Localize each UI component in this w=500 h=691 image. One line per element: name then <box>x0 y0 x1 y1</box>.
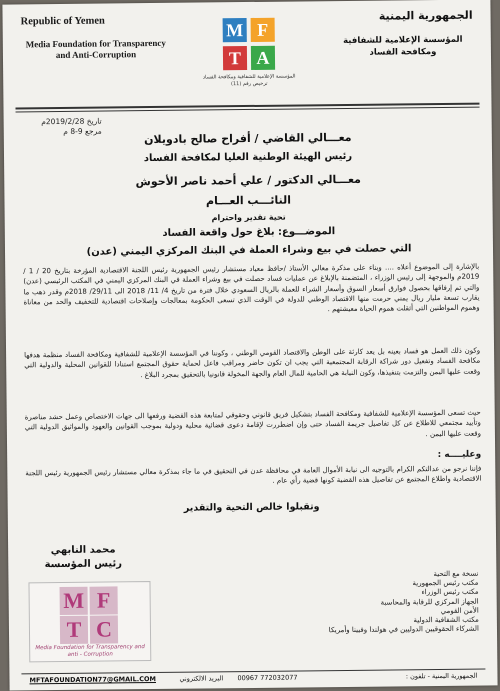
addressee-2: معـــالي الدكتور / علي أحمد ناصر الأحوش <box>135 172 361 189</box>
stamp-letter-f: F <box>90 586 118 614</box>
logo-letter-m: M <box>223 18 247 42</box>
closing-label: وعليــــه : <box>437 449 482 461</box>
stamp-letter-t: T <box>60 616 88 644</box>
logo-letter-f: F <box>251 18 275 42</box>
copies-item: الشركاء الحقوقيين الدوليين في هولندا وفيينا وأمريكا <box>328 624 480 635</box>
copies-item: الجهاز المركزي للرقابة والمحاسبة <box>380 597 479 607</box>
signatory-title: رئيس المؤسسة <box>44 558 123 571</box>
body-paragraph-1: بالإشارة إلى الموضوع أعلاه .... وبناء على مذكرة معالي الأستاذ /حافظ معياد مستشار رئيس الجمهورية رئيس اللجنة الاقتصادية المؤرخة بتاريخ 20 / 1 / 2019م والموجهة إلى رئيس الوزراء ، المتضمنة بالإبلاغ عن عمليات فساد حصلت في بيع وشراء العملة في البنك المركزي اليمني في المكتب الرئيسي (عدن) والتي تم إرفاقها بحصول فوارق أسعار السوق وأسعار الشراء للعملة بالريال السعودي خلال فترة من تاريخ 4/ 11/ 2018 الى 29/11/ 2018م وقدر ذهب ما يقارب تسعة مليار ريال يمني حرمت منها الاقتصاد الوطني للدولة في الوقت الذي تسعى الحكومة بمعالجات وإصلاحات اقتصادية للتخفيف والحد من معاناة وهموم المواطنين التي أثقلت هموم الحياة معيشتهم . <box>23 262 480 314</box>
subject-line: التي حصلت في بيع وشراء العملة في البنك المركزي اليمني (عدن) <box>86 243 412 258</box>
addressee-1-title: رئيس الهيئة الوطنية العليا لمكافحة الفساد <box>143 150 353 165</box>
subject-label: الموضـــوع: بلاغ حول واقعة الفساد <box>162 226 336 239</box>
footer-address: الجمهورية اليمنية - تلفون : <box>405 671 478 681</box>
letter-page <box>2 0 497 691</box>
header-right <box>333 10 473 59</box>
stamp-letter-m: M <box>60 587 88 615</box>
foundation-logo <box>201 15 298 102</box>
header-left-country: Republic of Yemen <box>20 15 105 28</box>
copies-list <box>318 570 479 636</box>
logo-letter-a: A <box>251 46 275 70</box>
header-right-country: الجمهورية اليمنية <box>378 8 473 23</box>
body-paragraph-4: فإننا نرجو من عدالتكم الكرام بالتوجيه الى نيابة الأموال العامة في محافظة عدن في التحقيق في ما جاء بمذكرة معالي مستشار رئيس الجمهورية رئيس اللجنة الاقتصادية واطلاع المجتمع عن تفاصيل هذه القضية كونها قضية رأي عام . <box>25 464 482 486</box>
letter-date: تاريخ 2019/2/28م <box>41 116 102 127</box>
header-right-org: المؤسسة الإعلامية للشفافية ومكافحة الفساد <box>343 34 463 58</box>
logo-tagline <box>201 73 297 88</box>
body-paragraph-2: وكون ذلك العمل هو فساد بعينه بل يعد كارثة على الوطن والاقتصاد القومي الوطني ، وكوننا في المؤسسة الإعلامية للشفافية ومكافحة الفساد منظمة هدفها مكافحة الفساد وتفعيل دور شراكة الرقابة المجتمعية التي يجب ان تكون حاضر ومراقب فاعل لحماية حقوق المجتمع استنادا للقوانين المحلية والدولية التي وقعت عليها اليمن والتزمت بتنفيذها، وكون النيابة هي الحامية للمال العام والجهة المخولة قانونيا بالتحقيق بمجرد البلاغ . <box>24 346 481 379</box>
sign-off: وتقبلوا خالص التحية والتقدير <box>183 501 320 514</box>
foundation-stamp <box>28 581 151 662</box>
greeting: تحية تقدير واحترام <box>211 212 286 223</box>
copies-heading: نسخة مع التحية <box>433 569 479 579</box>
copies-item: مكتب رئيس الجمهورية <box>412 578 479 588</box>
header-left <box>21 15 171 62</box>
footer-email: MFTAFOUNDATION77@GMAIL.COM <box>29 675 157 685</box>
copies-item: مكتب الشفافية الدولية <box>413 615 479 625</box>
signatory-name: محمد النابهي <box>50 544 116 557</box>
letter-ref: مرجع 9-8 م <box>63 126 102 136</box>
addressee-2-title: النائـــب العـــام <box>205 193 292 208</box>
footer-email-label: البريد الالكتروني <box>179 674 224 683</box>
logo-letter-t: T <box>223 46 247 70</box>
logo-tagline-line1: المؤسسة الإعلامية للشفافية ومكافحة الفساد <box>202 73 296 81</box>
footer-phone: 00967 772032077 <box>237 673 298 683</box>
stamp-caption: Media Foundation for Transparency and anti - Corruption <box>35 644 145 658</box>
copies-item: الأمن القومي <box>440 606 479 615</box>
addressee-1: معـــالي القاضي / أفراح صالح بادويلان <box>144 130 352 147</box>
logo-tagline-line2: ترخيص رقم (11) <box>231 80 268 88</box>
body-paragraph-3: حيث تسعى المؤسسة الإعلامية للشفافية ومكافحة الفساد بتشكيل فريق قانوني وحقوقي لمتابعة هذه القضية ورفعها الى جهات الاختصاص وعمل حشد مناصرة وتأييد مجتمعي للاطلاع عن كل تفاصيل جريمة الفساد حتى وإن اضطررت لإقامة دعوى قضائية محلية ودولية بموجب القوانين والعهود والمواثيق الدولية التي وقعت عليها اليمن . <box>24 408 481 438</box>
copies-item: مكتب رئيس الوزراء <box>421 588 479 597</box>
header-left-org: Media Foundation for Transparency and Anti-Corruption <box>25 37 166 61</box>
stamp-letter-c: C <box>90 615 118 643</box>
signatory-block <box>28 543 138 572</box>
